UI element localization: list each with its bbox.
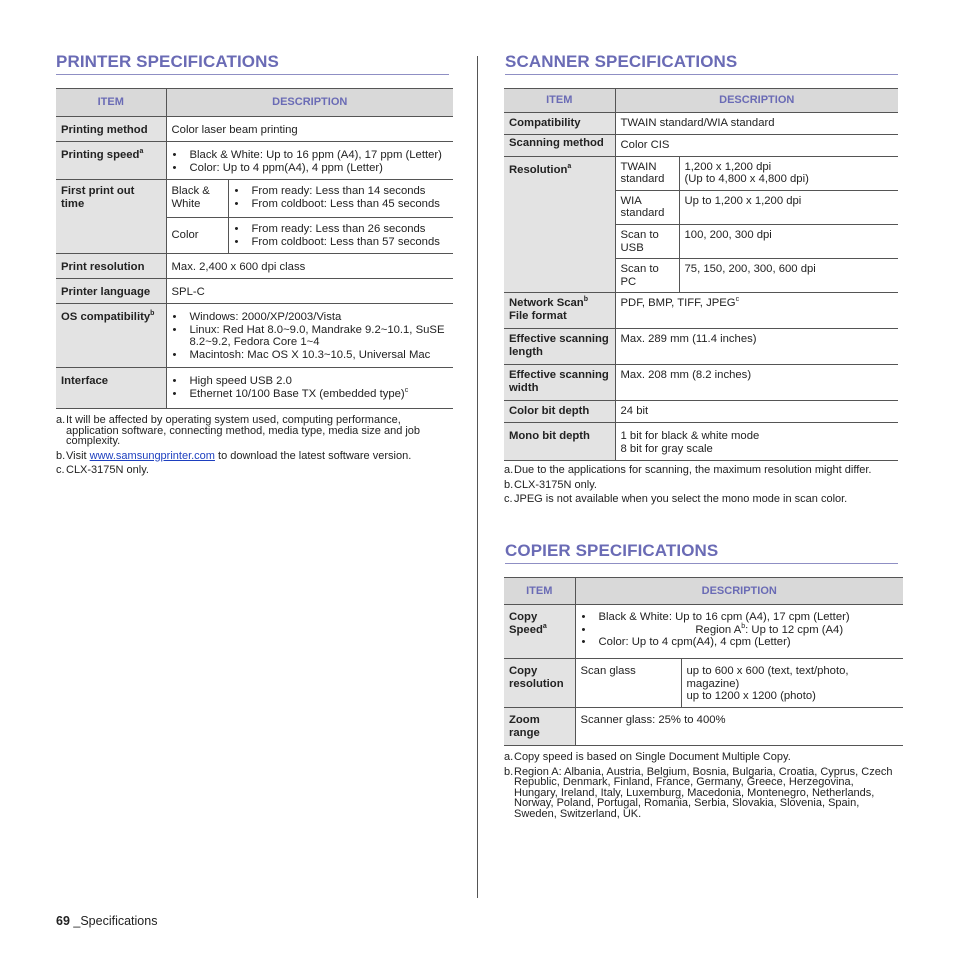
page-number: 69 (56, 914, 70, 928)
sub-label: Scan to PC (615, 259, 679, 293)
table-row (504, 401, 898, 423)
row-value: • Black & White: Up to 16 ppm (A4), 17 ppm (Letter) • Color: Up to 4 ppm(A4), 4 ppm (Letter) (166, 142, 453, 180)
printer-spec-table (56, 88, 453, 409)
row-value: Color laser beam printing (166, 117, 453, 142)
sub-label: Color (166, 218, 228, 254)
footnote: c. CLX-3175N only. (56, 464, 149, 477)
row-label: Effective scanning length (504, 329, 615, 365)
footnote: a. Due to the applications for scanning, the maximum resolution might differ. (504, 464, 872, 476)
samsungprinter-link[interactable]: www.samsungprinter.com (89, 449, 215, 462)
row-label: Mono bit depth (504, 423, 615, 461)
table-row (504, 365, 898, 401)
copier-footnotes (504, 752, 894, 820)
row-value: Scanner glass: 25% to 400% (575, 708, 903, 746)
copier-spec-title: COPIER SPECIFICATIONS (505, 541, 719, 560)
row-label: Effective scanning width (504, 365, 615, 401)
printer-title-rule (56, 74, 449, 75)
row-value: • From ready: Less than 14 seconds • From coldboot: Less than 45 seconds (228, 180, 453, 218)
row-label: Printing speed$^a$ (56, 142, 166, 180)
row-label: Scanning method (504, 134, 615, 156)
table-row (56, 117, 453, 142)
row-value: 1,200 x 1,200 dpi (Up to 4,800 x 4,800 dpi) (679, 156, 898, 190)
copier-title-rule (505, 563, 898, 564)
printer-footnotes (56, 415, 438, 476)
row-value: 24 bit (615, 401, 898, 423)
row-value: 75, 150, 200, 300, 600 dpi (679, 259, 898, 293)
scanner-spec-title: SCANNER SPECIFICATIONS (505, 52, 738, 71)
row-label: OS compatibility$^b$ (56, 304, 166, 368)
footnote: a. It will be affected by operating system used, computing performance, application software, connecting method, media type, media size and job complexity. (56, 414, 421, 448)
table-row (504, 156, 898, 190)
row-value: Max. 289 mm (11.4 inches) (615, 329, 898, 365)
table-row (56, 254, 453, 279)
row-label: Copy resolution (504, 659, 575, 708)
header-item: ITEM (56, 89, 166, 117)
sub-label: WIA standard (615, 190, 679, 224)
footnote: b. CLX-3175N only. (504, 478, 597, 491)
row-value: 100, 200, 300 dpi (679, 224, 898, 258)
sub-label: TWAIN standard (615, 156, 679, 190)
row-value: PDF, BMP, TIFF, JPEG$^c$ (615, 293, 898, 329)
row-label: Interface (56, 368, 166, 409)
table-row (56, 304, 453, 368)
row-label: Copy Speed$^a$ (504, 605, 575, 659)
table-row (504, 659, 903, 708)
header-item: ITEM (504, 89, 615, 113)
copier-spec-table (504, 577, 903, 746)
row-value: • Black & White: Up to 16 cpm (A4), 17 cpm (Letter) • Region $A^b$: Up to 12 cpm (A4) • Color: Up to 4 cpm(A4), 4 cpm (Letter) (575, 605, 903, 659)
sub-label: Scan glass (575, 659, 681, 708)
sub-label: Scan to USB (615, 224, 679, 258)
header-description: DESCRIPTION (615, 89, 898, 113)
printer-spec-title: PRINTER SPECIFICATIONS (56, 52, 279, 71)
row-value: SPL-C (166, 279, 453, 304)
table-row (56, 368, 453, 409)
footnote: b. Visit www.samsungprinter.com to download the latest software version. (56, 449, 412, 462)
row-value: up to 600 x 600 (text, text/photo, magazine) up to 1200 x 1200 (photo) (681, 659, 903, 708)
table-row (56, 279, 453, 304)
row-value: • From ready: Less than 26 seconds • From coldboot: Less than 57 seconds (228, 218, 453, 254)
header-description: DESCRIPTION (166, 89, 453, 117)
scanner-spec-table (504, 88, 898, 461)
row-label: Resolution$^a$ (504, 156, 615, 293)
table-row (504, 708, 903, 746)
header-item: ITEM (504, 578, 575, 605)
scanner-footnotes (504, 465, 894, 505)
row-label: Printer language (56, 279, 166, 304)
table-row (56, 142, 453, 180)
row-label: Compatibility (504, 113, 615, 135)
header-description: DESCRIPTION (575, 578, 903, 605)
row-value: 1 bit for black & white mode 8 bit for gray scale (615, 423, 898, 461)
table-row (504, 134, 898, 156)
scanner-title-rule (505, 74, 898, 75)
row-label: Network Scan$^b$ File format (504, 293, 615, 329)
table-row (504, 329, 898, 365)
table-row (504, 293, 898, 329)
sub-label: Black & White (166, 180, 228, 218)
row-value: Max. 2,400 x 600 dpi class (166, 254, 453, 279)
row-value: TWAIN standard/WIA standard (615, 113, 898, 135)
row-label: Printing method (56, 117, 166, 142)
table-row (504, 423, 898, 461)
row-value: • Windows: 2000/XP/2003/Vista • Linux: Red Hat 8.0~9.0, Mandrake 9.2~10.1, SuSE 8.2~9.2, Fedora Core 1~4 • Macintosh: Mac OS X 10.3~10.5, Universal Mac (166, 304, 453, 368)
row-value: Up to 1,200 x 1,200 dpi (679, 190, 898, 224)
row-label: Color bit depth (504, 401, 615, 423)
row-label: Print resolution (56, 254, 166, 279)
footnote: a. Copy speed is based on Single Document Multiple Copy. (504, 751, 791, 763)
footer-section: _Specifications (69, 914, 158, 928)
row-label: Zoom range (504, 708, 575, 746)
row-label: First print out time (56, 180, 166, 254)
page-footer (56, 914, 157, 928)
footnote: b. Region A: Albania, Austria, Belgium, Bosnia, Bulgaria, Croatia, Cyprus, Czech Republic, Denmark, Finland, France, Germany, Greece, Herzegovina, Hungary, Ireland, Italy, Luxemburg, Macedonia, Montenegro, Netherlands, Norway, Poland, Portugal, Romania, Serbia, Slovakia, Slovenia, Spain, Sweden, Switzerland, UK. (504, 765, 893, 820)
row-value: Max. 208 mm (8.2 inches) (615, 365, 898, 401)
table-row (504, 605, 903, 659)
row-value: • High speed USB 2.0 • Ethernet 10/100 Base TX (embedded type)$^c$ (166, 368, 453, 409)
row-value: Color CIS (615, 134, 898, 156)
table-row (504, 113, 898, 135)
table-row (56, 180, 453, 218)
footnote: c. JPEG is not available when you select the mono mode in scan color. (504, 493, 848, 506)
column-divider (477, 56, 478, 898)
